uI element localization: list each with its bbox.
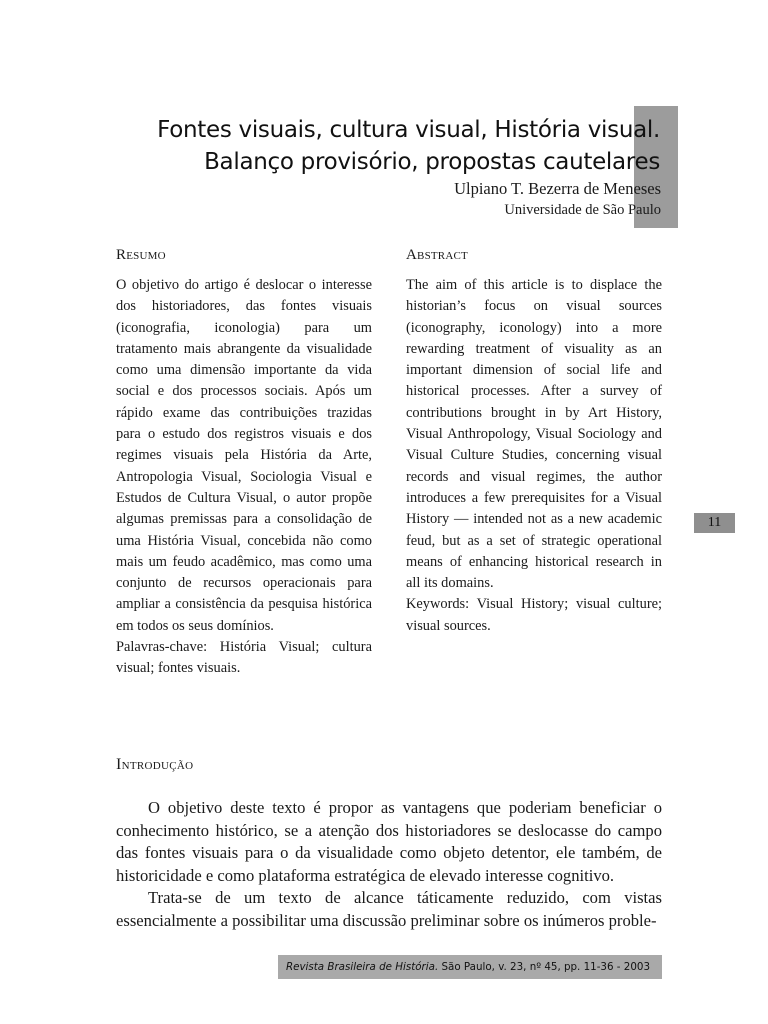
page-number: 11 — [694, 513, 735, 533]
author-institution: Universidade de São Paulo — [504, 202, 661, 218]
abstract-keywords: Keywords: Visual History; visual culture; visual sources. — [406, 596, 662, 634]
introduction-body — [116, 797, 662, 933]
introduction-heading: Introdução — [116, 756, 194, 773]
introduction-paragraph: O objetivo deste texto é propor as vantagens que poderiam beneficiar o conhecimento histórico, se a atenção dos historiadores se deslocasse do campo das fontes visuais para o da visualidade como objeto detentor, ele também, de historicidade e como plataforma estratégica de elevado interesse cognitivo. — [116, 798, 662, 885]
abstract-column — [406, 245, 662, 637]
title-line-1: Fontes visuais, cultura visual, História visual. — [157, 117, 660, 143]
resumo-heading: Resumo — [116, 247, 166, 263]
resumo-column — [116, 245, 372, 680]
author-name: Ulpiano T. Bezerra de Meneses — [454, 179, 661, 198]
journal-name: Revista Brasileira de História. — [285, 961, 439, 973]
resumo-body: O objetivo do artigo é deslocar o interesse dos historiadores, das fontes visuais (iconografia, iconologia) para um tratamento mais abrangente da visualidade como uma dimensão importante da vida social e dos processos sociais. Após um rápido exame das contribuições trazidas para o estudo dos registros visuais e dos regimes visuais pela História da Arte, Antropologia Visual, Sociologia Visual e Estudos de Cultura Visual, o autor propõe algumas premissas para a consolidação de uma História Visual, concebida não como mais um feudo acadêmico, mas como uma conjunto de recursos operacionais para ampliar a consistência da pesquisa histórica em todos os seus domínios. — [116, 277, 372, 634]
title-line-2: Balanço provisório, propostas cautelares — [204, 149, 660, 175]
abstract-body: The aim of this article is to displace the historian’s focus on visual sources (iconography, iconology) into a more rewarding treatment of visuality as an important dimension of social life and historical processes. After a survey of contributions brought in by Art History, Visual Anthropology, Visual Sociology and Visual Culture Studies, concerning visual records and visual regimes, the author introduces a few prerequisites for a Visual History — intended not as a new academic feud, but as a set of strategic operational means of enhancing historical research in all its domains. — [406, 277, 662, 592]
journal-citation: São Paulo, v. 23, nº 45, pp. 11-36 - 2003 — [438, 961, 650, 973]
article-title — [100, 114, 660, 178]
resumo-keywords: Palavras-chave: História Visual; cultura visual; fontes visuais. — [116, 639, 372, 677]
introduction-paragraph: Trata-se de um texto de alcance táticamente reduzido, com vistas essencialmente a possibilitar uma discussão preliminar sobre os inúmeros proble- — [116, 888, 662, 930]
abstract-heading: Abstract — [406, 247, 468, 263]
journal-footer — [278, 955, 662, 979]
